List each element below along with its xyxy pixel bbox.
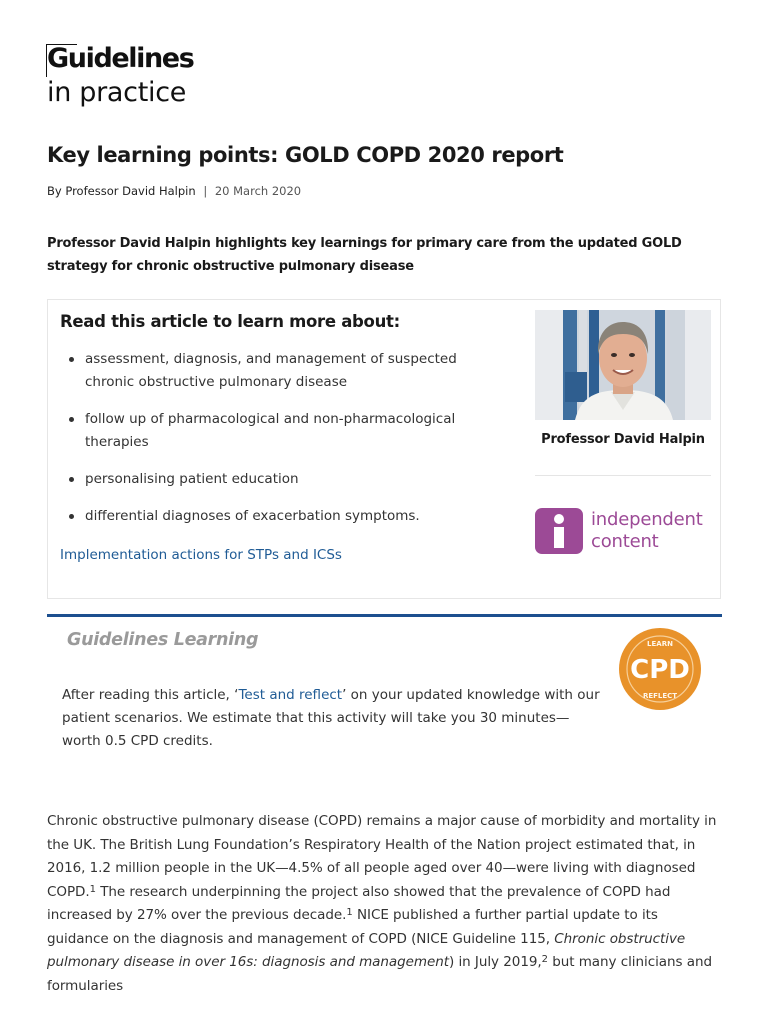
author-photo-caption: Professor David Halpin	[541, 432, 705, 447]
guideline-title-italic: Chronic obstructive pulmonary disease in over 16s: diagnosis and management	[47, 930, 686, 970]
learn-more-heading: Read this article to learn more about:	[60, 312, 400, 331]
test-and-reflect-link[interactable]: Test and reflect	[238, 687, 343, 703]
body-text-4: ) in July 2019,	[449, 954, 542, 970]
info-icon	[535, 508, 583, 554]
independent-line-2: content	[591, 531, 659, 552]
article-body-paragraph	[47, 810, 719, 998]
byline	[47, 182, 301, 200]
list-item: differential diagnoses of exacerbation symptoms.	[60, 505, 500, 528]
body-text-1: Chronic obstructive pulmonary disease (COPD) remains a major cause of morbidity and mortality in the UK. The British Lung Foundation’s Respiratory Health of the Nation project estimated that, in 2016, 1.2 million people in the UK—4.5% of all people aged over 40—were living with diagnosed COPD.	[47, 813, 717, 900]
list-item: follow up of pharmacological and non-pharmacological therapies	[60, 408, 500, 454]
reference-1[interactable]: 1	[89, 883, 96, 895]
reference-1-repeat[interactable]: 1	[346, 907, 353, 918]
reference-2[interactable]: 2	[541, 954, 548, 965]
cpd-badge-top: LEARN	[647, 640, 673, 648]
independent-content-label	[591, 509, 703, 553]
body-text-5: but many clinicians and formularies	[47, 954, 712, 994]
logo-line-2: in practice	[47, 77, 187, 108]
learn-more-box	[47, 299, 721, 599]
list-item: personalising patient education	[60, 468, 500, 491]
site-logo[interactable]	[47, 40, 207, 112]
gl-text-before: After reading this article, ‘	[62, 687, 239, 703]
list-item: assessment, diagnosis, and management of suspected chronic obstructive pulmonary disease	[60, 348, 500, 394]
learning-points-list	[60, 348, 500, 542]
cpd-badge-main: CPD	[630, 655, 690, 685]
page-title: Key learning points: GOLD COPD 2020 report	[47, 143, 564, 167]
cpd-badge-bottom: REFLECT	[642, 692, 678, 700]
guidelines-learning-text	[62, 684, 602, 753]
section-rule	[47, 614, 722, 617]
implementation-actions-link[interactable]: Implementation actions for STPs and ICSs	[60, 547, 342, 563]
publish-date: 20 March 2020	[214, 184, 302, 198]
independent-line-1: independent	[591, 509, 703, 530]
divider	[535, 475, 711, 476]
guidelines-learning-title: Guidelines Learning	[67, 630, 259, 650]
standfirst: Professor David Halpin highlights key learnings for primary care from the updated GOLD strategy for chronic obstructive pulmonary disease	[47, 236, 682, 274]
byline-separator: |	[203, 184, 208, 198]
gl-text-after: ’ on your updated knowledge with our patient scenarios. We estimate that this activity will take you 30 minutes—worth 0.5 CPD credits.	[62, 687, 600, 749]
logo-line-1: Guidelines	[47, 43, 194, 74]
cpd-badge	[617, 628, 703, 710]
author-name[interactable]: By Professor David Halpin	[47, 184, 196, 198]
author-photo	[535, 310, 711, 420]
body-text-3: NICE published a further partial update to its guidance on the diagnosis and management of COPD (NICE Guideline 115,	[47, 907, 658, 947]
body-text-2: The research underpinning the project also showed that the prevalence of COPD had increased by 27% over the previous decade.	[47, 883, 671, 923]
